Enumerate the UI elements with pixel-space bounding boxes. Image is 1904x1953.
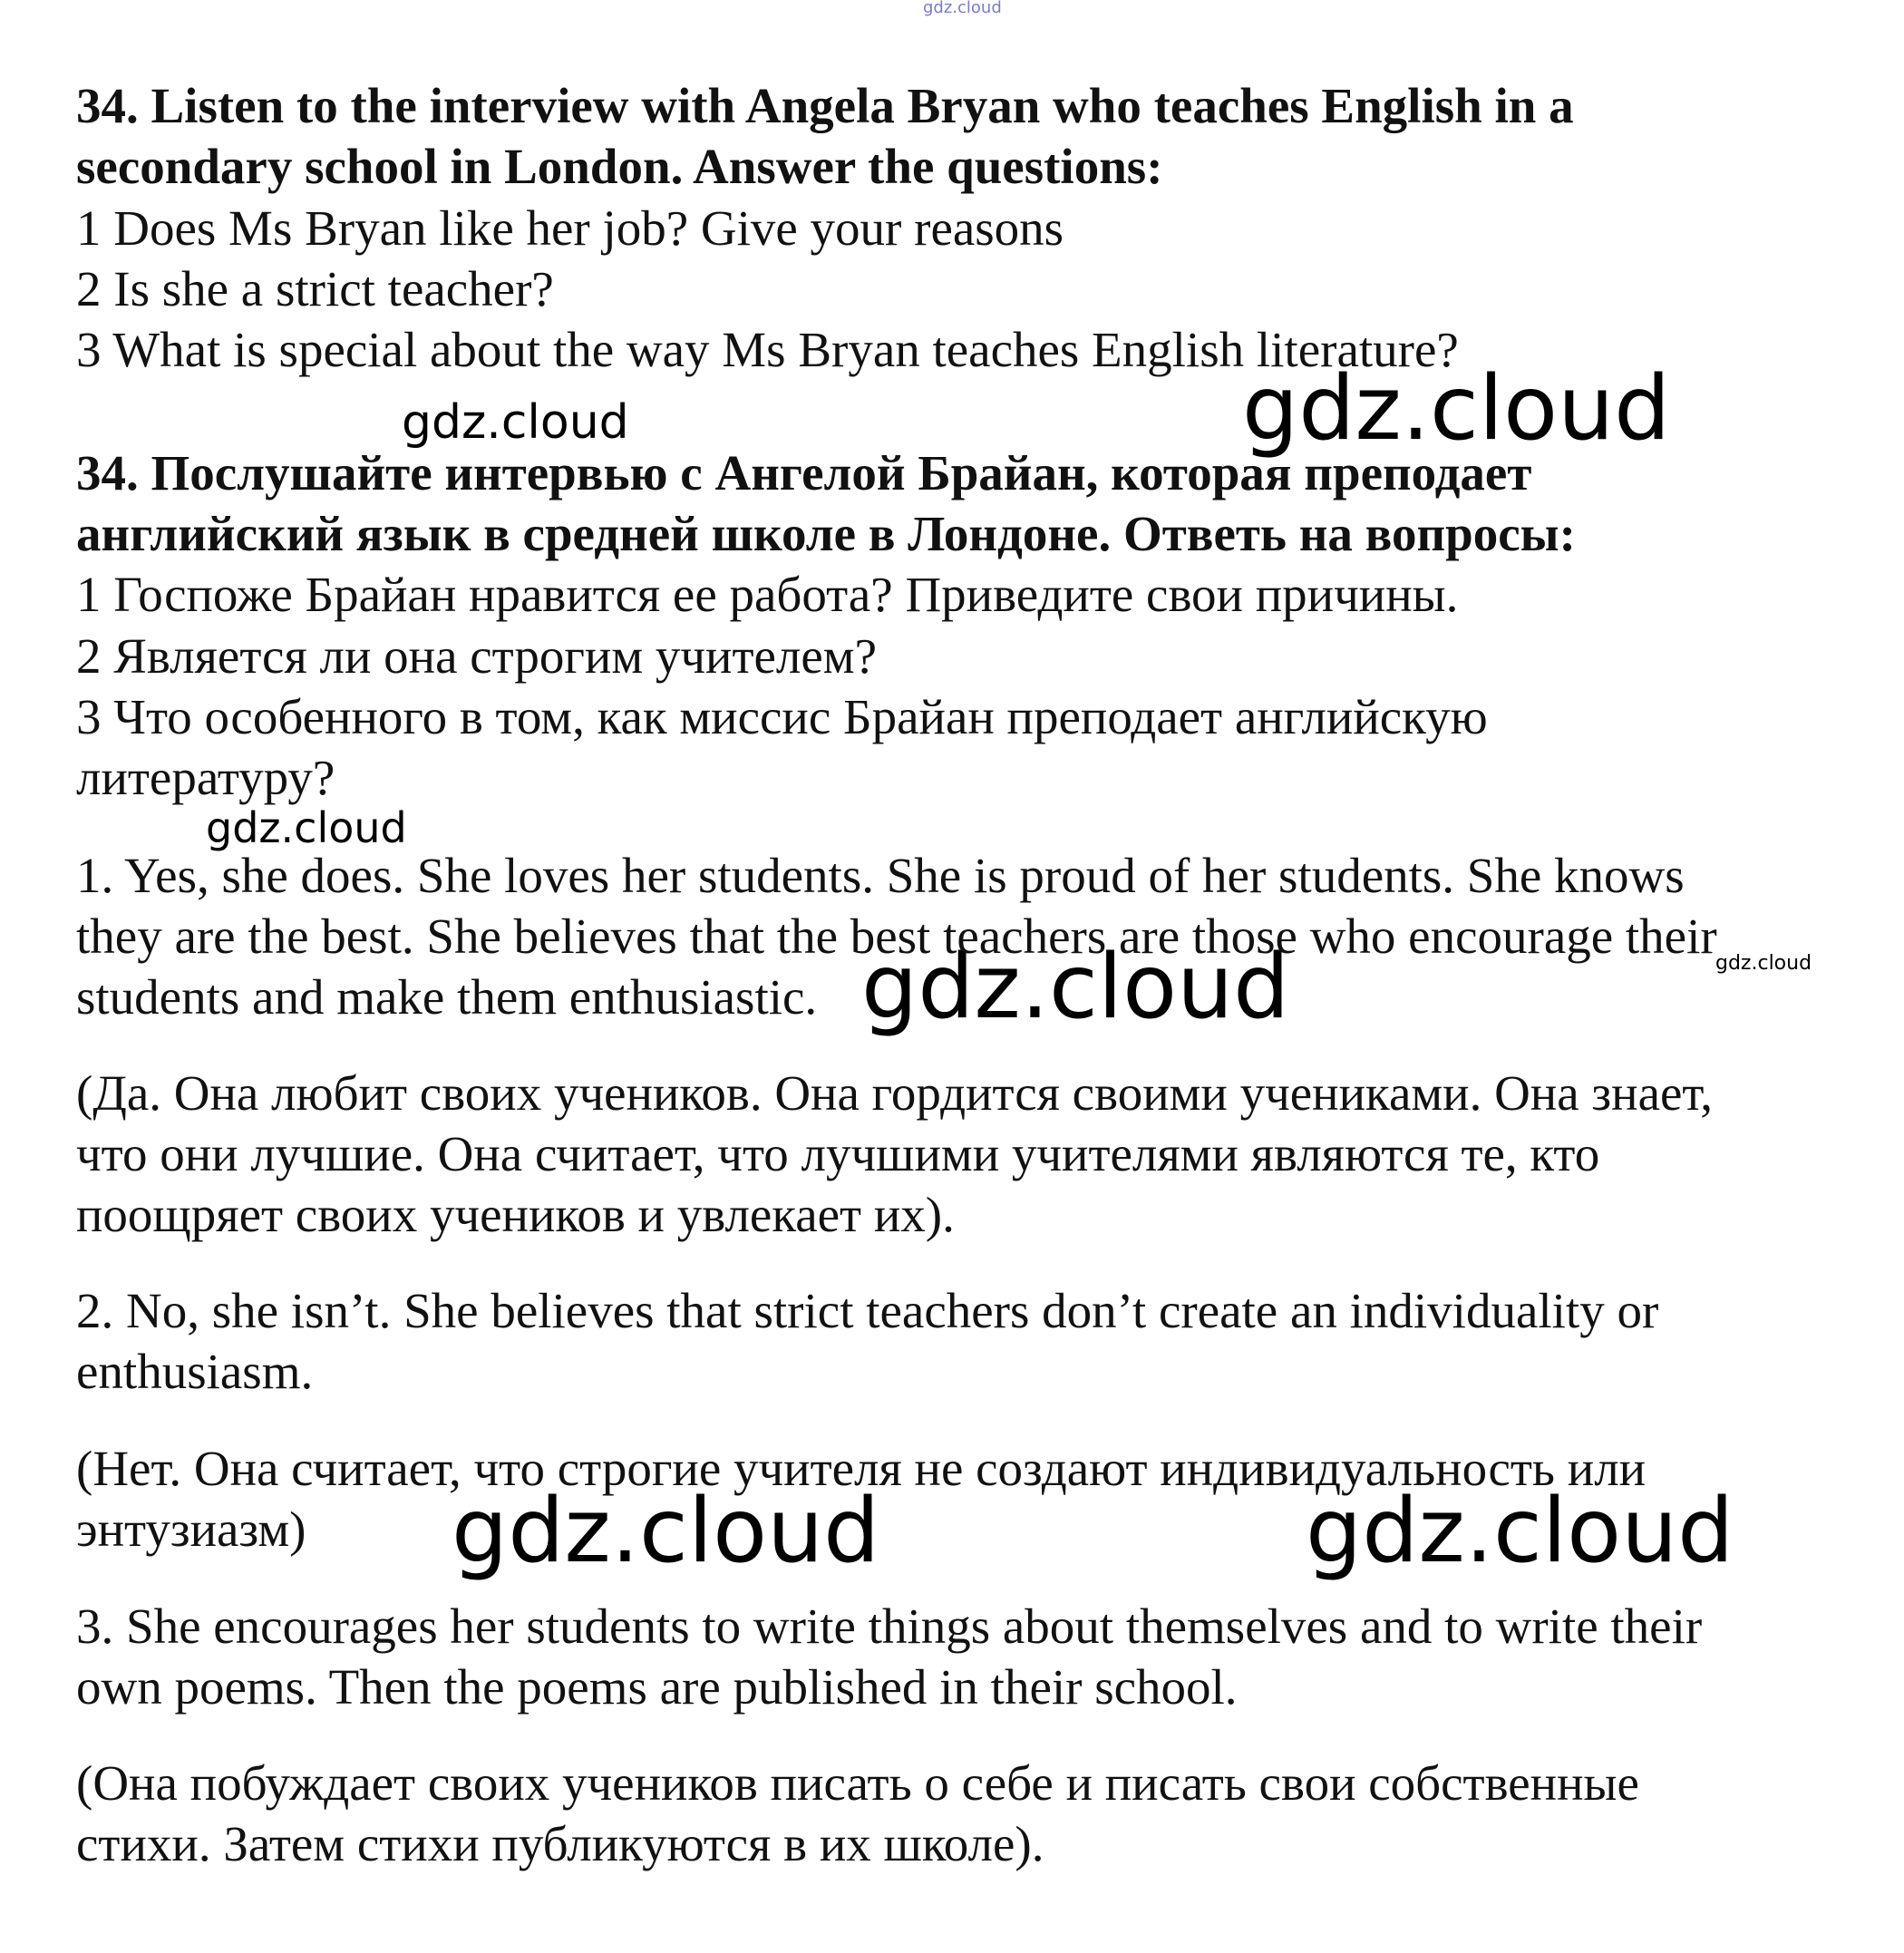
task-title-ru-line-1: 34. Послушайте интервью с Ангелой Брайан, которая преподает — [76, 445, 1532, 500]
watermark: gdz.cloud — [452, 1480, 880, 1583]
watermark: gdz.cloud — [402, 395, 629, 450]
task-title-ru-line-2: английский язык в средней школе в Лондоне. Ответь на вопросы: — [76, 506, 1576, 561]
watermark: gdz.cloud — [1306, 1480, 1734, 1583]
answer-2-en-line-1: 2. No, she isn’t. She believes that strict teachers don’t create an individuality or — [76, 1283, 1659, 1338]
answer-3-en-line-2: own poems. Then the poems are published in their school. — [76, 1659, 1238, 1715]
question-en-3: 3 What is special about the way Ms Bryan teaches English literature? — [76, 322, 1459, 377]
watermark: gdz.cloud — [861, 936, 1290, 1039]
question-ru-2: 2 Является ли она строгим учителем? — [76, 628, 878, 684]
answer-1-ru-line-1: (Да. Она любит своих учеников. Она гордится своими учениками. Она знает, — [76, 1065, 1714, 1121]
answer-3-en-line-1: 3. She encourages her students to write things about themselves and to write their — [76, 1598, 1703, 1654]
answer-1-ru-line-2: что они лучшие. Она считает, что лучшими учителями являются те, кто — [76, 1126, 1600, 1181]
task-title-en-line-1: 34. Listen to the interview with Angela Bryan who teaches English in a — [76, 78, 1574, 133]
watermark: gdz.cloud — [1715, 952, 1812, 975]
answer-3-ru-line-2: стихи. Затем стихи публикуются в их школе). — [76, 1816, 1044, 1871]
watermark: gdz.cloud — [1242, 357, 1671, 461]
answer-3-ru-line-1: (Она побуждает своих учеников писать о себе и писать свои собственные — [76, 1755, 1639, 1811]
watermark-top: gdz.cloud — [923, 0, 1002, 17]
answer-2-ru-line-2: энтузиазм) — [76, 1501, 306, 1557]
answer-2-en-line-2: enthusiasm. — [76, 1344, 314, 1399]
answer-1-en-line-3: students and make them enthusiastic. — [76, 969, 818, 1025]
question-en-1: 1 Does Ms Bryan like her job? Give your reasons — [76, 200, 1064, 256]
answer-1-en-line-2: they are the best. She believes that the best teachers are those who encourage their — [76, 908, 1717, 964]
task-title-en-line-2: secondary school in London. Answer the questions: — [76, 139, 1163, 194]
question-ru-3-cont: литературу? — [76, 750, 335, 805]
question-ru-3: 3 Что особенного в том, как миссис Брайан преподает английскую — [76, 689, 1488, 744]
question-en-2: 2 Is she a strict teacher? — [76, 261, 554, 316]
question-ru-1: 1 Госпоже Брайан нравится ее работа? Приведите свои причины. — [76, 567, 1459, 622]
watermark: gdz.cloud — [206, 803, 407, 852]
answer-1-en-line-1: 1. Yes, she does. She loves her students. She is proud of her students. She knows — [76, 848, 1685, 903]
answer-2-ru-line-1: (Нет. Она считает, что строгие учителя не создают индивидуальность или — [76, 1441, 1647, 1496]
answer-1-ru-line-3: поощряет своих учеников и увлекает их). — [76, 1187, 955, 1242]
